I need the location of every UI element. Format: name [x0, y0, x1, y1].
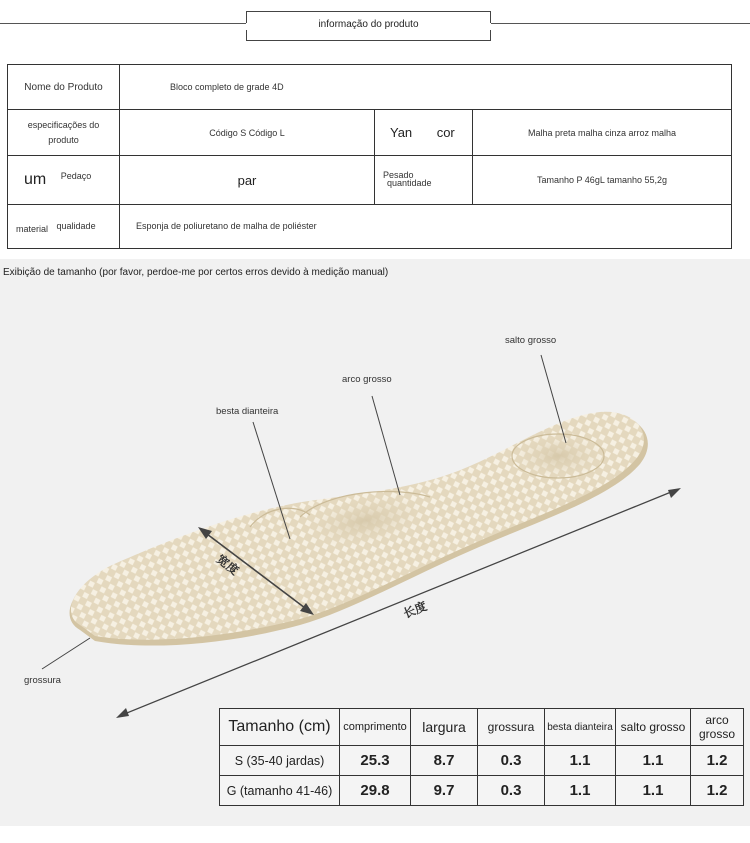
size-cell: 0.3 — [478, 746, 545, 776]
size-header-length: comprimento — [340, 709, 411, 746]
spec-label: especificações do produto — [8, 110, 120, 156]
size-header-heel: salto grosso — [616, 709, 691, 746]
color-value: Malha preta malha cinza arroz malha — [473, 110, 732, 156]
weight-value: Tamanho P 46gL tamanho 55,2g — [473, 156, 732, 204]
size-cell: 8.7 — [411, 746, 478, 776]
table-row — [220, 776, 744, 806]
table-row — [220, 746, 744, 776]
label-heel: salto grosso — [505, 335, 557, 346]
size-header-arch: arco grosso — [691, 709, 744, 746]
product-info-table — [7, 64, 732, 249]
page-title: informação do produto — [318, 19, 419, 30]
material-label — [8, 204, 120, 248]
size-table — [219, 708, 744, 806]
weight-label — [375, 156, 473, 204]
unit-label-a: um — [24, 171, 47, 189]
color-label-a: Yan — [390, 125, 413, 141]
size-diagram-caption: Exibição de tamanho (por favor, perdoe-me por certos erros devido à medição manual) — [3, 267, 389, 278]
header-box-tick-left-bottom — [246, 30, 247, 41]
label-length: 长度 — [401, 598, 429, 621]
arch-leader-line — [372, 396, 400, 495]
spec-value: Código S Código L — [120, 110, 375, 156]
header-line-right — [491, 23, 750, 24]
size-cell: 1.1 — [545, 776, 616, 806]
weight-label-a: Pesado — [383, 170, 414, 181]
size-cell: 1.2 — [691, 746, 744, 776]
size-cell: 1.1 — [545, 746, 616, 776]
header-line-left — [0, 23, 246, 24]
size-cell: 1.1 — [616, 746, 691, 776]
size-header-width: largura — [411, 709, 478, 746]
label-width: 宽度 — [213, 551, 242, 578]
product-name-label: Nome do Produto — [8, 65, 120, 110]
thickness-leader-line — [42, 638, 90, 669]
size-cell: 25.3 — [340, 746, 411, 776]
size-header-forefoot: besta dianteira — [545, 709, 616, 746]
size-cell: 1.2 — [691, 776, 744, 806]
size-cell: 1.1 — [616, 776, 691, 806]
size-table-header — [220, 709, 744, 746]
material-label-b: qualidade — [56, 221, 96, 232]
color-label-b: cor — [436, 125, 455, 141]
unit-label — [8, 156, 120, 204]
size-header-thickness: grossura — [478, 709, 545, 746]
material-label-a: material — [16, 224, 49, 235]
unit-label-b: Pedaço — [60, 171, 92, 182]
size-cell: S (35-40 jardas) — [220, 746, 340, 776]
product-name-value: Bloco completo de grade 4D — [120, 65, 732, 110]
length-arrow-head-end — [668, 488, 681, 498]
size-cell: G (tamanho 41-46) — [220, 776, 340, 806]
label-thickness: grossura — [24, 675, 61, 686]
size-cell: 29.8 — [340, 776, 411, 806]
material-value: Esponja de poliuretano de malha de poliéster — [120, 204, 732, 248]
size-cell: 9.7 — [411, 776, 478, 806]
length-arrow-head-start — [116, 708, 129, 718]
label-forefoot: besta dianteira — [216, 406, 279, 417]
color-label — [375, 110, 473, 156]
unit-value: par — [120, 156, 375, 204]
label-arch: arco grosso — [342, 374, 392, 385]
size-cell: 0.3 — [478, 776, 545, 806]
weight-label-b: quantidade — [387, 178, 432, 189]
header-box-tick-right-bottom — [490, 30, 491, 41]
size-header-size: Tamanho (cm) — [220, 709, 340, 746]
